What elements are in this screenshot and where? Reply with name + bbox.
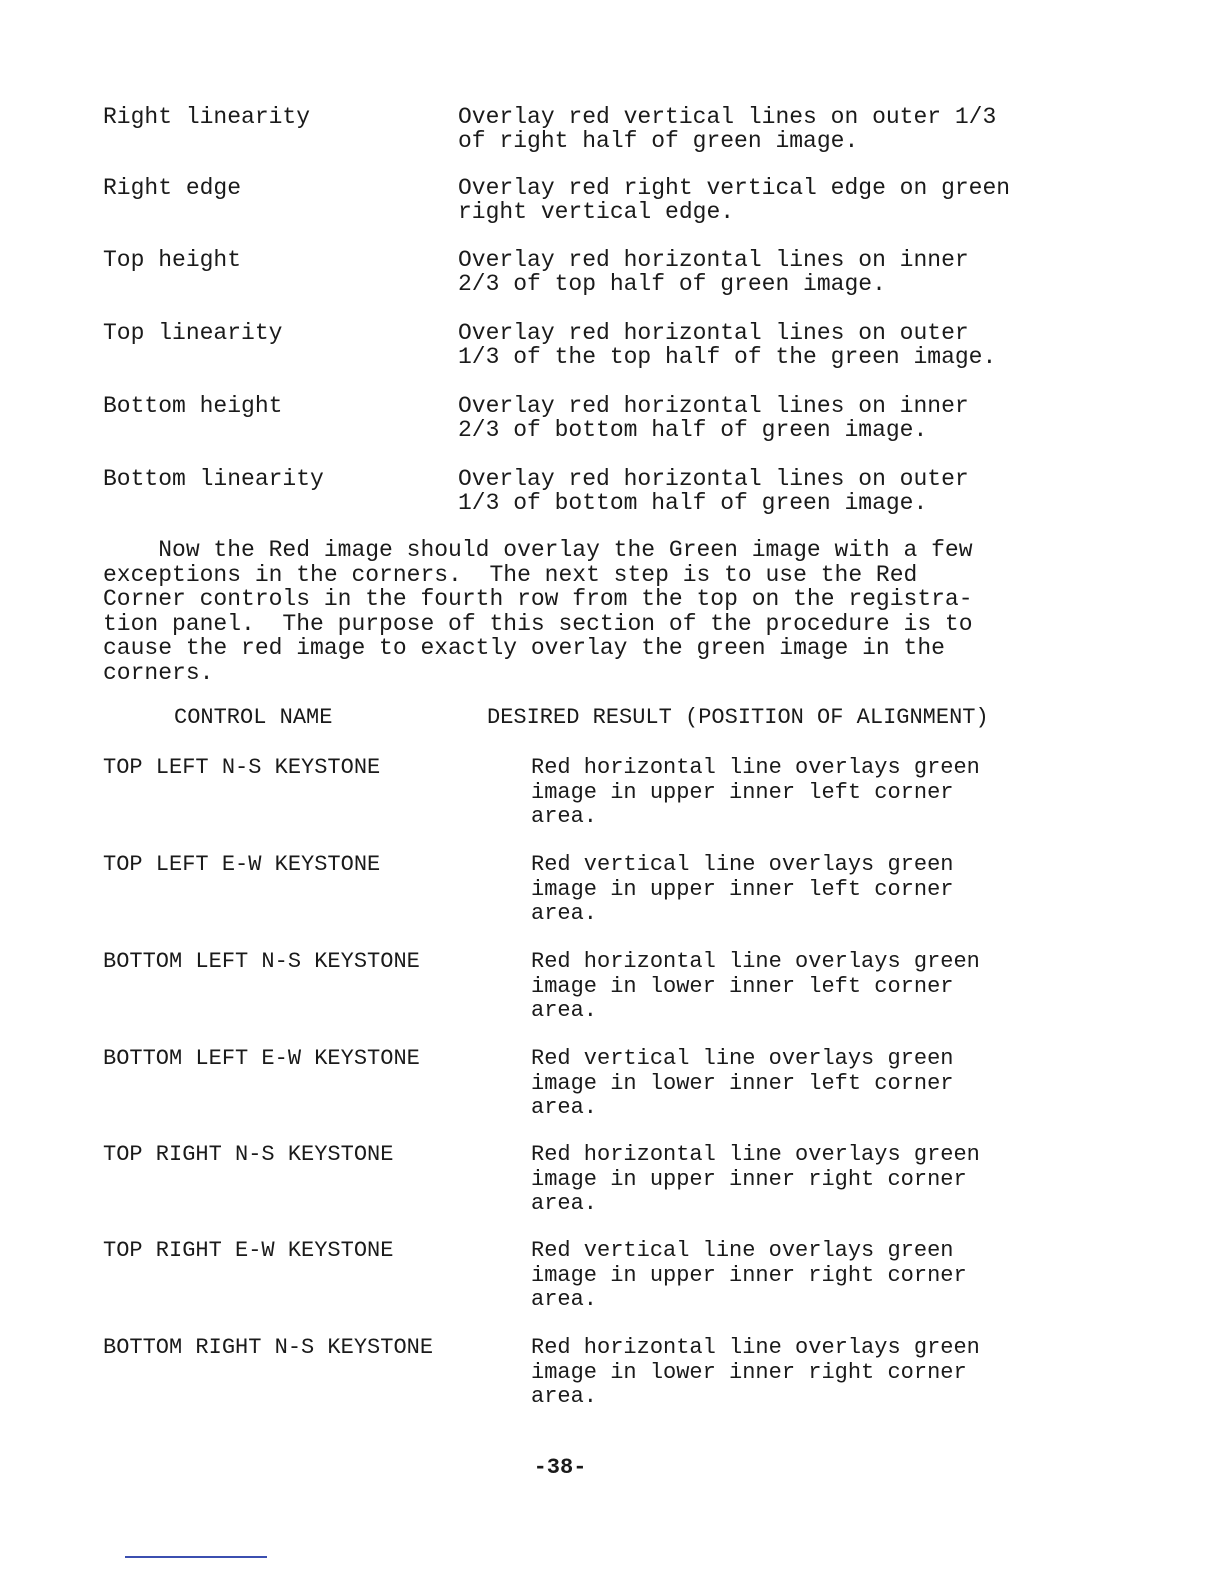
- control-label: Bottom linearity: [103, 466, 324, 492]
- control-result: Red horizontal line overlays green image in upper inner left corner area.: [531, 755, 980, 829]
- control-name: TOP RIGHT N-S KEYSTONE: [103, 1142, 394, 1167]
- control-result: Red vertical line overlays green image in upper inner left corner area.: [531, 852, 954, 926]
- desired-result-header: DESIRED RESULT (POSITION OF ALIGNMENT): [487, 705, 989, 730]
- control-name: TOP RIGHT E-W KEYSTONE: [103, 1238, 394, 1263]
- control-result: Red horizontal line overlays green image in lower inner left corner area.: [531, 949, 980, 1023]
- control-description: Overlay red horizontal lines on inner 2/3 of bottom half of green image.: [458, 393, 969, 443]
- footnote-rule: [125, 1556, 267, 1558]
- control-result: Red horizontal line overlays green image in upper inner right corner area.: [531, 1142, 980, 1216]
- control-name: TOP LEFT N-S KEYSTONE: [103, 755, 381, 780]
- control-label: Right edge: [103, 175, 242, 201]
- control-description: Overlay red right vertical edge on green right vertical edge.: [458, 175, 1011, 225]
- control-result: Red horizontal line overlays green image in lower inner right corner area.: [531, 1335, 980, 1409]
- control-name: BOTTOM LEFT E-W KEYSTONE: [103, 1046, 420, 1071]
- control-label: Top height: [103, 247, 242, 273]
- control-description: Overlay red horizontal lines on inner 2/3 of top half of green image.: [458, 247, 969, 297]
- page-number: -38-: [533, 1455, 587, 1480]
- control-label: Top linearity: [103, 320, 283, 346]
- control-result: Red vertical line overlays green image in upper inner right corner area.: [531, 1238, 967, 1312]
- control-name: BOTTOM LEFT N-S KEYSTONE: [103, 949, 420, 974]
- control-label: Right linearity: [103, 104, 311, 130]
- body-paragraph: Now the Red image should overlay the Green image with a few exceptions in the corners. The next step is to use the Red Corner controls in the fourth row from the top on the registra- tion panel. The purpose of this section of the procedure is to cause the red image to exactly overlay the green image in the corners.: [103, 537, 973, 686]
- control-description: Overlay red vertical lines on outer 1/3 of right half of green image.: [458, 104, 997, 154]
- control-name: TOP LEFT E-W KEYSTONE: [103, 852, 381, 877]
- control-description: Overlay red horizontal lines on outer 1/3 of bottom half of green image.: [458, 466, 969, 516]
- control-label: Bottom height: [103, 393, 283, 419]
- control-result: Red vertical line overlays green image in lower inner left corner area.: [531, 1046, 954, 1120]
- control-name: BOTTOM RIGHT N-S KEYSTONE: [103, 1335, 434, 1360]
- control-name-header: CONTROL NAME: [174, 705, 333, 730]
- control-description: Overlay red horizontal lines on outer 1/3 of the top half of the green image.: [458, 320, 997, 370]
